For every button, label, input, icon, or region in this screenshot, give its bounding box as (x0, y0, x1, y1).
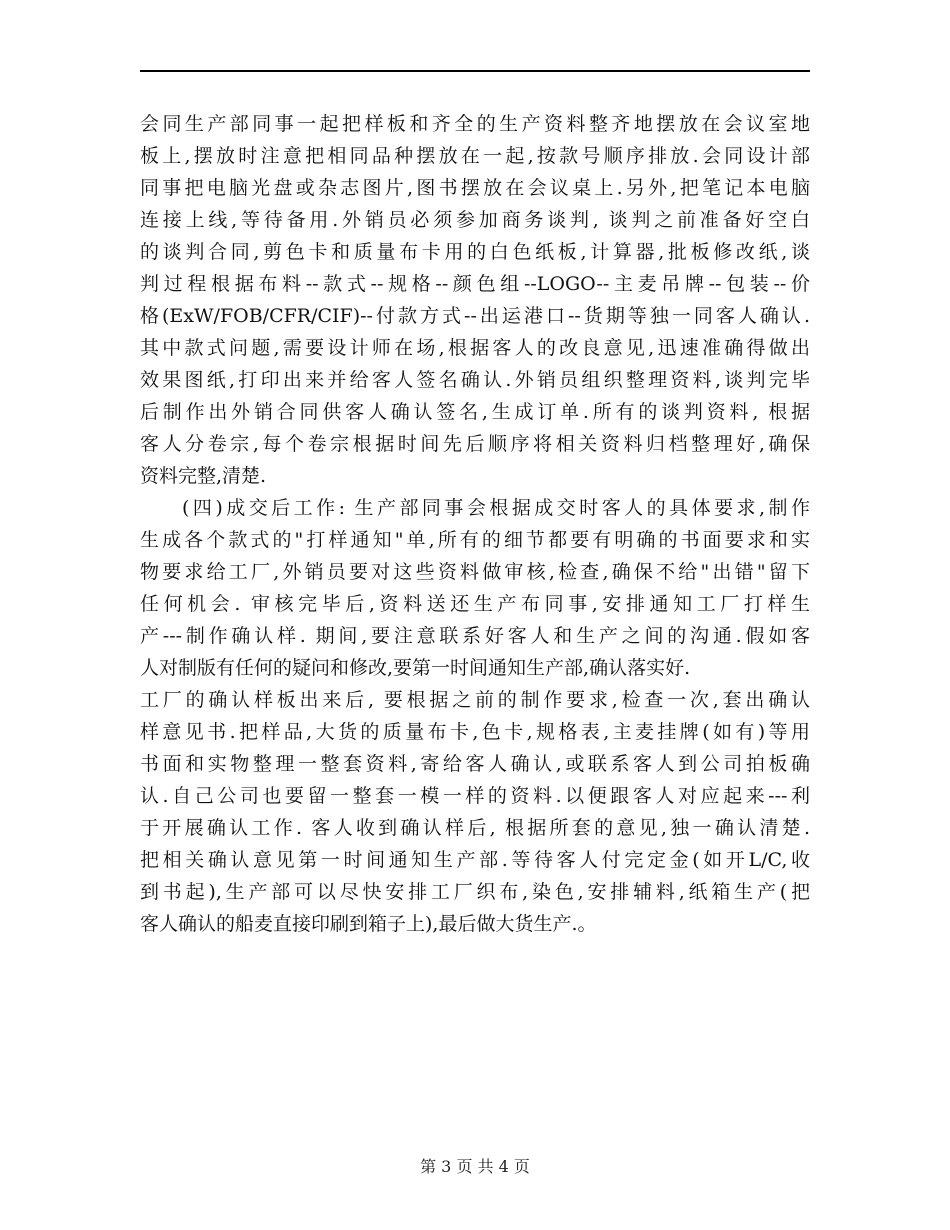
body-line: 效果图纸,打印出来并给客人签名确认.外销员组织整理资料,谈判完毕 (140, 369, 810, 391)
body-line: 会同生产部同事一起把样板和齐全的生产资料整齐地摆放在会议室地 (140, 113, 810, 135)
body-line: 客人确认的船麦直接印刷到箱子上),最后做大货生产.。 (140, 913, 597, 935)
body-line: 认.自己公司也要留一整套一模一样的资料.以便跟客人对应起来---利 (140, 785, 810, 807)
body-line: 连接上线,等待备用.外销员必须参加商务谈判, 谈判之前准备好空白 (140, 209, 810, 231)
body-line: 工厂的确认样板出来后, 要根据之前的制作要求,检查一次,套出确认 (140, 689, 810, 711)
body-line: 人对制版有任何的疑问和修改,要第一时间通知生产部,确认落实好. (140, 657, 691, 679)
body-line: 板上,摆放时注意把相同品种摆放在一起,按款号顺序排放.会同设计部 (140, 145, 810, 167)
body-line: 格(ExW/FOB/CFR/CIF)--付款方式--出运港口--货期等独一同客人确认. (140, 305, 810, 327)
body-line: 物要求给工厂,外销员要对这些资料做审核,检查,确保不给"出错"留下 (140, 561, 810, 583)
body-line: 生成各个款式的"打样通知"单,所有的细节都要有明确的书面要求和实 (140, 529, 810, 551)
body-line: 的谈判合同,剪色卡和质量布卡用的白色纸板,计算器,批板修改纸,谈 (140, 241, 810, 263)
body-line: 其中款式问题,需要设计师在场,根据客人的改良意见,迅速准确得做出 (140, 337, 810, 359)
body-line: 样意见书.把样品,大货的质量布卡,色卡,规格表,主麦挂牌(如有)等用 (140, 721, 810, 743)
body-line: 产---制作确认样. 期间,要注意联系好客人和生产之间的沟通.假如客 (140, 625, 810, 647)
body-line: 客人分卷宗,每个卷宗根据时间先后顺序将相关资料归档整理好,确保 (140, 433, 810, 455)
document-body (140, 108, 810, 940)
body-line: 于开展确认工作. 客人收到确认样后, 根据所套的意见,独一确认清楚. (140, 817, 810, 839)
page-number-footer: 第 3 页 共 4 页 (420, 1157, 530, 1176)
body-line: 判过程根据布料--款式--规格--颜色组--LOGO--主麦吊牌--包装--价 (140, 273, 810, 295)
header-rule (140, 70, 810, 72)
body-line: 资料完整,清楚. (140, 465, 267, 487)
body-line: 后制作出外销合同供客人确认签名,生成订单.所有的谈判资料, 根据 (140, 401, 810, 423)
body-line: 同事把电脑光盘或杂志图片,图书摆放在会议桌上.另外,把笔记本电脑 (140, 177, 810, 199)
body-line: 把相关确认意见第一时间通知生产部.等待客人付完定金(如开L/C,收 (140, 849, 810, 871)
body-line: 任何机会. 审核完毕后,资料送还生产布同事,安排通知工厂打样生 (140, 593, 810, 615)
body-line: 书面和实物整理一整套资料,寄给客人确认,或联系客人到公司拍板确 (140, 753, 810, 775)
section-four-heading-line: (四)成交后工作: 生产部同事会根据成交时客人的具体要求,制作 (182, 497, 810, 519)
body-line: 到书起),生产部可以尽快安排工厂织布,染色,安排辅料,纸箱生产(把 (140, 881, 810, 903)
